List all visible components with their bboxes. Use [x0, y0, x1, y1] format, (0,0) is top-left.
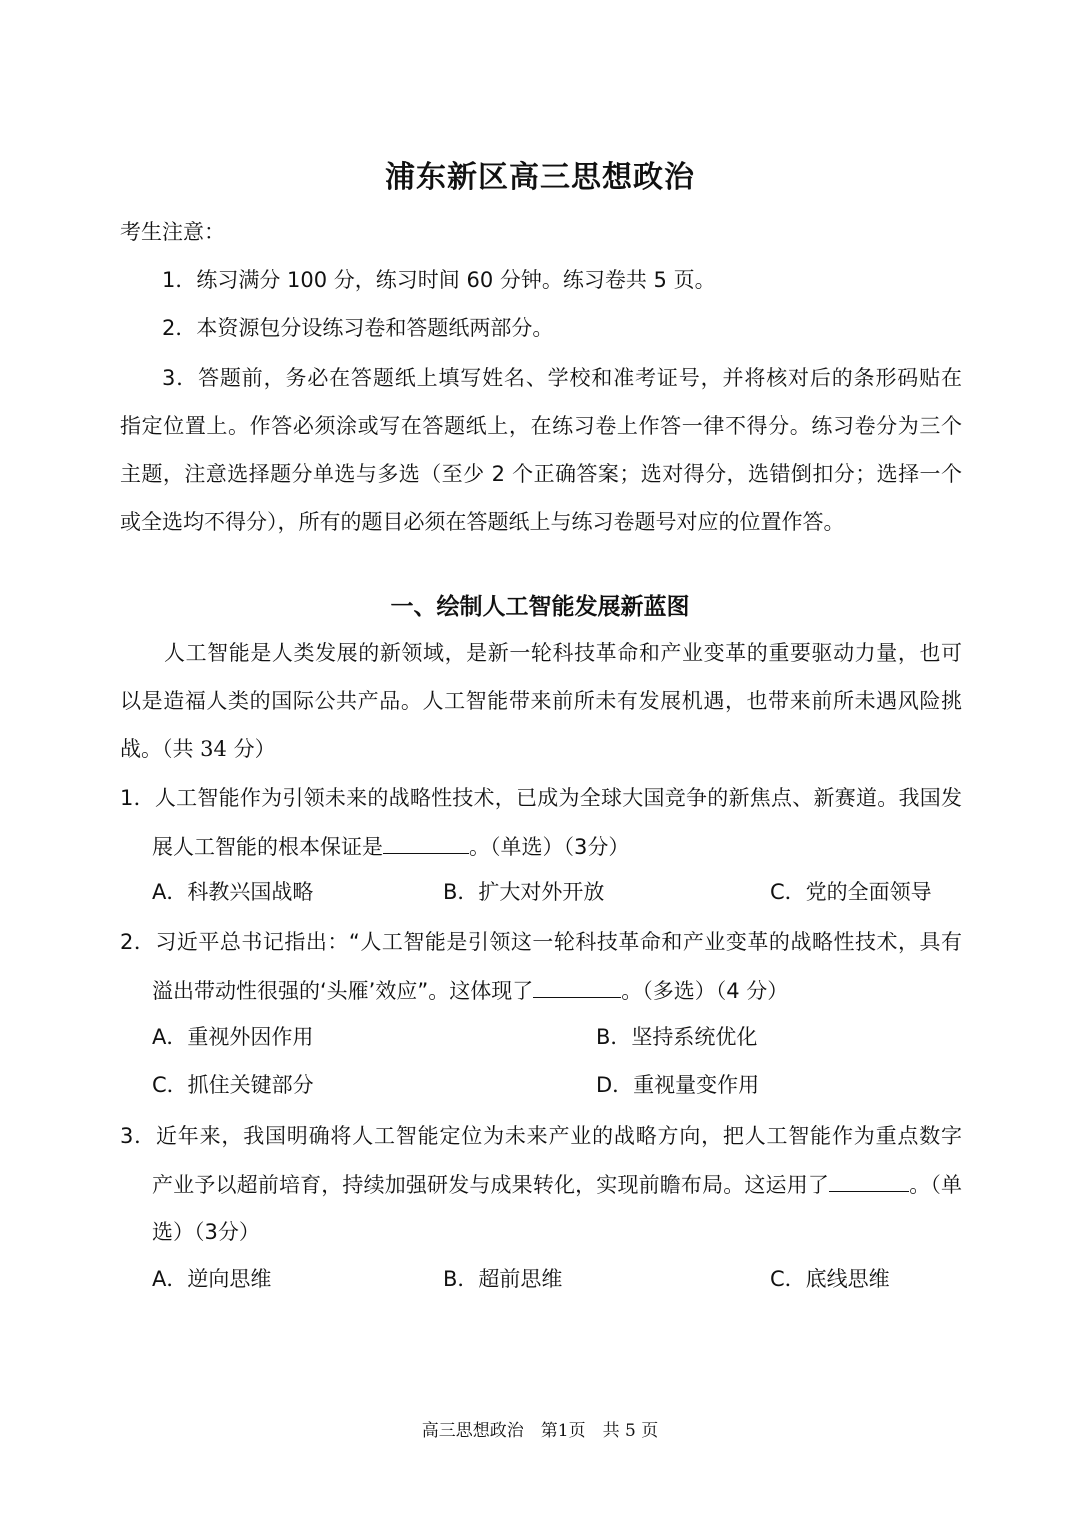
- section-1-intro-line-3: 战。（共 34 分）: [120, 737, 276, 761]
- question-2-stem-end: 溢出带动性很强的‘头雁’效应”。这体现了: [152, 979, 534, 1003]
- question-1-option-a: A．科教兴国战略: [152, 880, 314, 904]
- notice-item-2: 2．本资源包分设练习卷和答题纸两部分。: [162, 316, 554, 340]
- question-2-line-1: 2．习近平总书记指出：“人工智能是引领这一轮科技革命和产业变革的战略性技术，具有: [120, 930, 962, 954]
- question-2-option-b: B．坚持系统优化: [596, 1025, 758, 1049]
- question-1-line-1: 1．人工智能作为引领未来的战略性技术，已成为全球大国竞争的新焦点、新赛道。我国发: [120, 786, 962, 810]
- page-title: 浦东新区高三思想政治: [385, 160, 695, 195]
- question-2-option-d: D．重视量变作用: [596, 1073, 760, 1097]
- section-1-intro-line-2: 以是造福人类的国际公共产品。人工智能带来前所未有发展机遇，也带来前所未遇风险挑: [120, 689, 962, 713]
- section-1-intro-line-1: 人工智能是人类发展的新领域，是新一轮科技革命和产业变革的重要驱动力量，也可: [164, 641, 962, 665]
- notice-item-1: 1．练习满分 100 分，练习时间 60 分钟。练习卷共 5 页。: [162, 268, 716, 292]
- question-3-line-1: 3．近年来，我国明确将人工智能定位为未来产业的战略方向，把人工智能作为重点数字: [120, 1124, 962, 1148]
- question-3-answer-blank: [829, 1169, 909, 1192]
- question-3-line-2: [152, 1169, 962, 1200]
- question-3-option-b: B．超前思维: [443, 1267, 563, 1291]
- question-2-option-c: C．抓住关键部分: [152, 1073, 314, 1097]
- notice-item-3-line-4: 或全选均不得分），所有的题目必须在答题纸上与练习卷题号对应的位置作答。: [120, 510, 845, 534]
- notice-item-3-line-2: 指定位置上。作答必须涂或写在答题纸上，在练习卷上作答一律不得分。练习卷分为三个: [120, 414, 962, 438]
- question-2-option-a: A．重视外因作用: [152, 1025, 314, 1049]
- page-footer: 高三思想政治 第1页 共 5 页: [421, 1421, 659, 1441]
- question-3-line-3: 选）（3分）: [152, 1220, 260, 1244]
- question-3-option-a: A．逆向思维: [152, 1267, 272, 1291]
- question-2-line-2: [152, 975, 788, 1006]
- question-1-type: 。（单选）（3分）: [469, 835, 630, 859]
- question-2-answer-blank: [533, 975, 621, 998]
- notice-item-3-line-1: 3．答题前，务必在答题纸上填写姓名、学校和准考证号，并将核对后的条形码贴在: [162, 366, 962, 390]
- question-1-line-2: [152, 831, 629, 862]
- notice-item-3-line-3: 主题，注意选择题分单选与多选（至少 2 个正确答案；选对得分，选错倒扣分；选择一个: [120, 462, 962, 486]
- question-1-option-c: C．党的全面领导: [770, 880, 932, 904]
- question-1-option-b: B．扩大对外开放: [443, 880, 605, 904]
- question-3-stem-end: 产业予以超前培育，持续加强研发与成果转化，实现前瞻布局。这运用了: [152, 1173, 830, 1197]
- question-2-type: 。（多选）（4 分）: [621, 979, 789, 1003]
- question-3-type-start: 。（单: [909, 1173, 963, 1197]
- notice-heading: 考生注意：: [120, 220, 225, 244]
- question-1-stem-end: 展人工智能的根本保证是: [152, 835, 383, 859]
- section-1-title: 一、绘制人工智能发展新蓝图: [390, 594, 690, 620]
- question-3-option-c: C．底线思维: [770, 1267, 890, 1291]
- question-1-answer-blank: [383, 831, 469, 854]
